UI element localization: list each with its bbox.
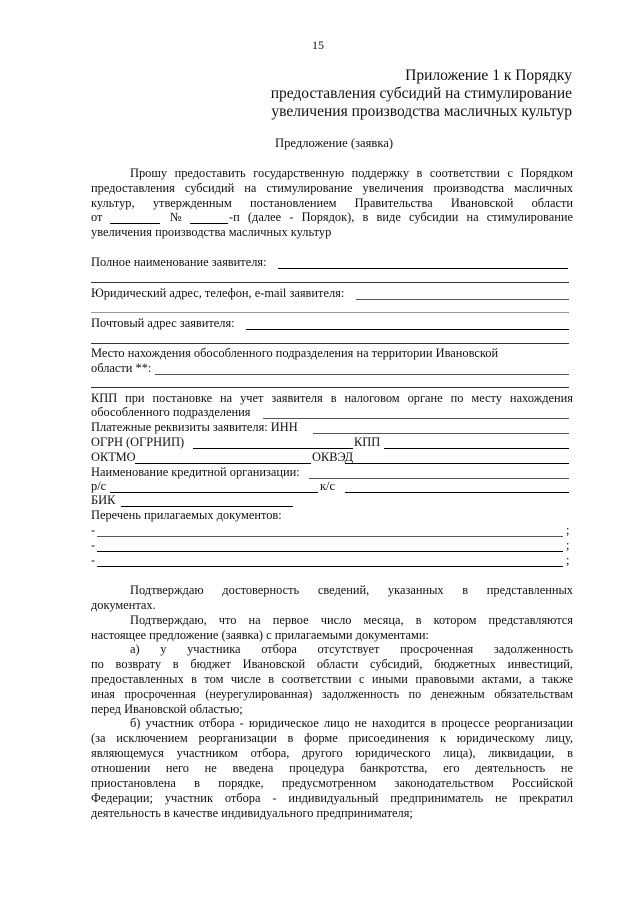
ogrn-field[interactable]: [193, 448, 353, 449]
item-b-line-1: б) участник отбора - юридическое лицо не находится в процессе реорганизации: [130, 716, 573, 730]
decree-number-field[interactable]: [190, 223, 228, 224]
branch-location-field[interactable]: [155, 374, 569, 375]
okved-label: ОКВЭД: [312, 450, 354, 464]
form-title: Предложение (заявка): [275, 136, 394, 150]
confirm-p2-line-2: настоящее предложение (заявка) с прилагаемыми документами:: [91, 628, 429, 642]
page-number: 15: [312, 38, 324, 52]
document-field-2[interactable]: [97, 551, 563, 552]
document-field-3[interactable]: [97, 566, 563, 567]
item-a-line-2: по возврату в бюджет Ивановской области субсидий, бюджетных инвестиций,: [91, 657, 573, 671]
item-b-line-6: Федерации; участник отбора - индивидуальный предприниматель не прекратил: [91, 791, 573, 805]
legal-address-label: Юридический адрес, телефон, e-mail заявителя:: [91, 286, 345, 300]
okved-field[interactable]: [345, 463, 569, 464]
credit-org-field[interactable]: [309, 478, 569, 479]
intro-line-2: предоставления субсидий на стимулирование увеличения производства масличных: [91, 181, 573, 195]
item-a-line-3: предоставленных в том числе в соответствии с иными правовыми актами, а также: [91, 672, 573, 686]
doc-dash-3: -: [91, 553, 96, 567]
intro-line-4-rest: -п (далее - Порядок), в виде субсидии на стимулирование: [229, 210, 573, 224]
intro-line-5: увеличения производства масличных культур: [91, 225, 332, 239]
kpp-branch-label-1: КПП при постановке на учет заявителя в налоговом органе по месту нахождения: [91, 391, 573, 405]
appendix-line-2: предоставления субсидий на стимулирование: [270, 85, 572, 102]
legal-address-field-line-2[interactable]: [91, 312, 569, 313]
rs-label: р/с: [91, 479, 107, 493]
intro-no-sign: №: [170, 210, 182, 224]
full-name-field-line-2[interactable]: [91, 282, 569, 283]
ks-label: к/с: [320, 479, 335, 493]
intro-ot: от: [91, 210, 103, 224]
intro-line-3: культур, утвержденным постановлением Правительства Ивановской области: [91, 196, 573, 210]
item-a-line-1: а) у участника отбора отсутствует просроченная задолженность: [130, 642, 573, 656]
postal-address-label: Почтовый адрес заявителя:: [91, 316, 235, 330]
confirm-p2-line-1: Подтверждаю, что на первое число месяца, в котором представляются: [130, 613, 573, 627]
credit-org-label: Наименование кредитной организации:: [91, 465, 300, 479]
postal-address-field[interactable]: [246, 329, 569, 330]
kpp-field[interactable]: [384, 448, 569, 449]
decree-date-field[interactable]: [110, 223, 160, 224]
full-name-field[interactable]: [278, 268, 568, 269]
appendix-header: [250, 68, 572, 128]
rs-field[interactable]: [110, 492, 318, 493]
oktmo-label: ОКТМО: [91, 450, 136, 464]
document-field-1[interactable]: [97, 536, 563, 537]
documents-list-label: Перечень прилагаемых документов:: [91, 508, 282, 522]
kpp-label: КПП: [354, 435, 381, 449]
inn-field[interactable]: [313, 433, 569, 434]
item-a-line-4: иная просроченная (неурегулированная) задолженность по денежным обязательствам: [91, 687, 573, 701]
oktmo-field[interactable]: [135, 463, 311, 464]
kpp-branch-field[interactable]: [263, 418, 569, 419]
legal-address-field[interactable]: [356, 299, 569, 300]
item-b-line-3: являющемуся участником отбора, другого юридического лица), ликвидации, в: [91, 746, 573, 760]
doc-semicolon-1: ;: [566, 523, 570, 537]
branch-location-label-2: области **:: [91, 361, 152, 375]
confirm-p1-line-2: документах.: [91, 598, 156, 612]
bik-field[interactable]: [121, 506, 293, 507]
doc-semicolon-3: ;: [566, 553, 570, 567]
kpp-branch-label-2: обособленного подразделения: [91, 405, 251, 419]
ks-field[interactable]: [345, 492, 569, 493]
item-b-line-4: отношении него не введена процедура банкротства, его деятельность не: [91, 761, 573, 775]
appendix-line-1: Приложение 1 к Порядку: [405, 67, 572, 84]
item-b-line-5: приостановлена в порядке, предусмотренном законодательством Российской: [91, 776, 573, 790]
doc-dash-1: -: [91, 523, 96, 537]
appendix-line-3: увеличения производства масличных культур: [271, 103, 572, 120]
branch-location-field-line-2[interactable]: [91, 387, 569, 388]
item-b-line-2: (за исключением реорганизации в форме присоединения к юридическому лицу,: [91, 731, 573, 745]
bik-label: БИК: [91, 493, 116, 507]
bank-details-label: Платежные реквизиты заявителя: ИНН: [91, 420, 298, 434]
item-b-line-7: деятельность в качестве индивидуального предпринимателя;: [91, 806, 413, 820]
branch-location-label-1: Место нахождения обособленного подразделения на территории Ивановской: [91, 346, 499, 360]
doc-semicolon-2: ;: [566, 538, 570, 552]
postal-address-field-line-2[interactable]: [91, 343, 569, 344]
ogrn-label: ОГРН (ОГРНИП): [91, 435, 185, 449]
confirm-p1-line-1: Подтверждаю достоверность сведений, указанных в представленных: [130, 583, 573, 597]
intro-line-1: Прошу предоставить государственную поддержку в соответствии с Порядком: [130, 166, 573, 180]
full-name-label: Полное наименование заявителя:: [91, 255, 267, 269]
item-a-line-5: перед Ивановской областью;: [91, 702, 243, 716]
doc-dash-2: -: [91, 538, 96, 552]
